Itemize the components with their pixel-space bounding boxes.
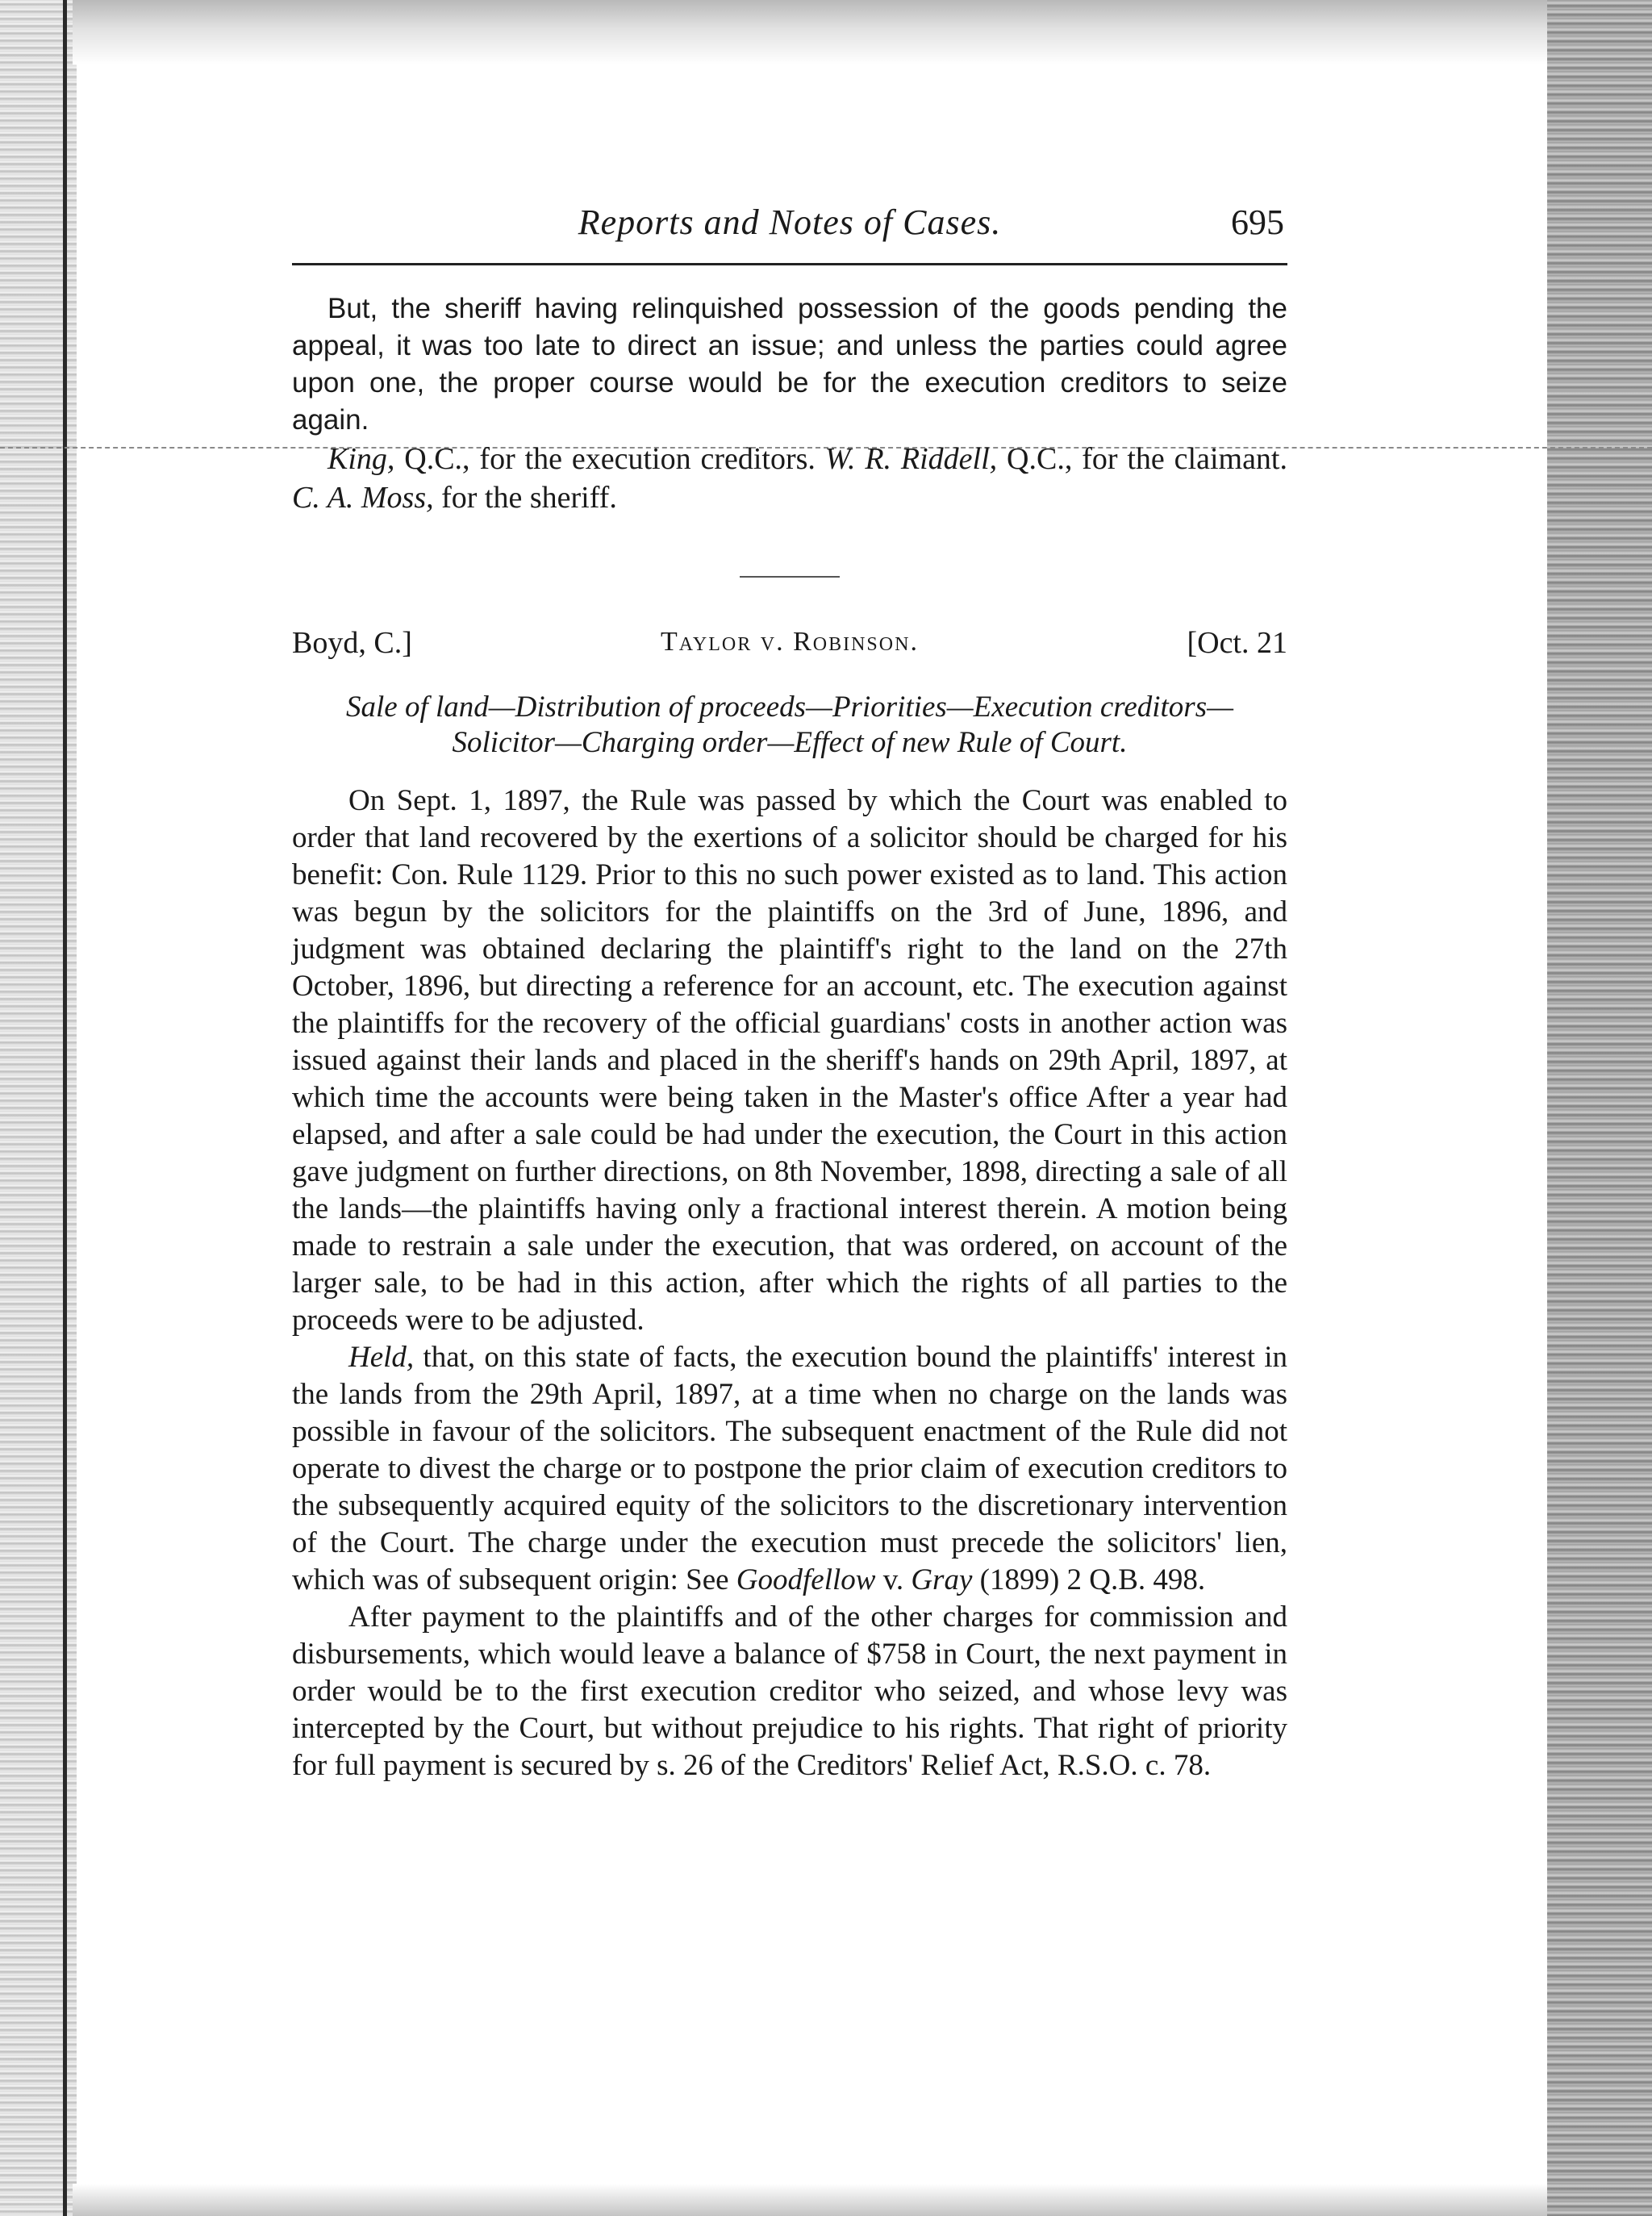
case-title: Taylor v. Robinson. bbox=[661, 627, 919, 657]
catchwords-line-1: Sale of land—Distribution of proceeds—Priorities—Execution creditors— bbox=[346, 691, 1233, 724]
case-body bbox=[292, 782, 1287, 1784]
citation-party-2: Gray bbox=[911, 1563, 973, 1596]
citation-versus: v. bbox=[875, 1563, 912, 1596]
case-judge: Boyd, C.] bbox=[292, 626, 412, 660]
section-divider bbox=[740, 576, 840, 578]
body-paragraph-3: After payment to the plaintiffs and of the other charges for commission and disbursements, which would leave a balance of $758 in Court, the next payment in order would be to the first execution creditor who seized, and whose levy was intercepted by the Court, but without prejudice to his rights. That right of priority for full payment is secured by s. 26 of the Creditors' Relief Act, R.S.O. c. 78. bbox=[292, 1600, 1287, 1782]
catchwords bbox=[292, 690, 1287, 761]
scan-right-edge bbox=[1547, 0, 1652, 2216]
counsel-3-role: for the sheriff. bbox=[433, 481, 617, 515]
counsel-paragraph bbox=[292, 440, 1287, 517]
held-text: that, on this state of facts, the execution bound the plaintiffs' interest in the lands from the 29th April, 1897, at a time when no charge on the lands was possible in favour of the solicitors. The subsequent enactment of the Rule did not operate to divest the charge or to postpone the prior claim of execution creditors to the subsequently acquired equity of the solicitors to the discretionary intervention of the Court. The charge under the execution must precede the solicitors' lien, which was of subsequent origin: See bbox=[292, 1341, 1287, 1596]
counsel-1-role: Q.C., for the execution creditors. bbox=[394, 442, 825, 476]
scan-bottom-edge bbox=[73, 2184, 1549, 2216]
body-paragraph-2 bbox=[292, 1339, 1287, 1599]
citation-party-1: Goodfellow bbox=[736, 1563, 876, 1596]
body-paragraph-1: On Sept. 1, 1897, the Rule was passed by which the Court was enabled to order that land recovered by the exertions of a solicitor should be charged for his benefit: Con. Rule 1129. Prior to this no such power existed as to land. This action was begun by the solicitors for the plaintiffs on the 3rd of June, 1896, and judgment was obtained declaring the plaintiff's right to the land on the 27th October, 1896, but directing a reference for an account, etc. The execution against the plaintiffs for the recovery of the official guardians' costs in another action was issued against their lands and placed in the sheriff's hands on 29th April, 1897, at which time the accounts were being taken in the Master's office After a year had elapsed, and after a sale could be had under the execution, the Court in this action gave judgment on further directions, on 8th November, 1898, directing a sale of all the lands—the plaintiffs having only a fractional interest therein. A motion being made to restrain a sale under the execution, that was ordered, on account of the larger sale, to be had in this action, after which the rights of all parties to the proceeds were to be adjusted. bbox=[292, 784, 1287, 1337]
case-date: [Oct. 21 bbox=[1187, 626, 1287, 660]
counsel-1-name: King, bbox=[327, 442, 395, 476]
running-header bbox=[292, 202, 1287, 258]
previous-case-paragraph: But, the sheriff having relinquished possession of the goods pending the appeal, it was too late to direct an issue; and unless the parties could agree upon one, the proper course would be for the execution creditors to seize again. bbox=[292, 293, 1287, 436]
counsel-2-name: W. R. Riddell, bbox=[824, 442, 998, 476]
counsel-3-name: C. A. Moss, bbox=[292, 481, 434, 515]
held-label: Held, bbox=[348, 1341, 415, 1374]
header-rule bbox=[292, 263, 1287, 265]
page-number: 695 bbox=[1231, 202, 1284, 242]
previous-case-conclusion bbox=[292, 290, 1287, 439]
counsel-line bbox=[292, 440, 1287, 517]
catchwords-line-2: Solicitor—Charging order—Effect of new Rule of Court. bbox=[452, 726, 1128, 759]
running-title: Reports and Notes of Cases. bbox=[578, 202, 1002, 242]
counsel-2-role: Q.C., for the claimant. bbox=[997, 442, 1287, 476]
scan-top-edge bbox=[73, 0, 1549, 65]
citation-reference: (1899) 2 Q.B. 498. bbox=[972, 1563, 1206, 1596]
case-heading bbox=[292, 625, 1287, 666]
binding-line bbox=[63, 0, 67, 2216]
